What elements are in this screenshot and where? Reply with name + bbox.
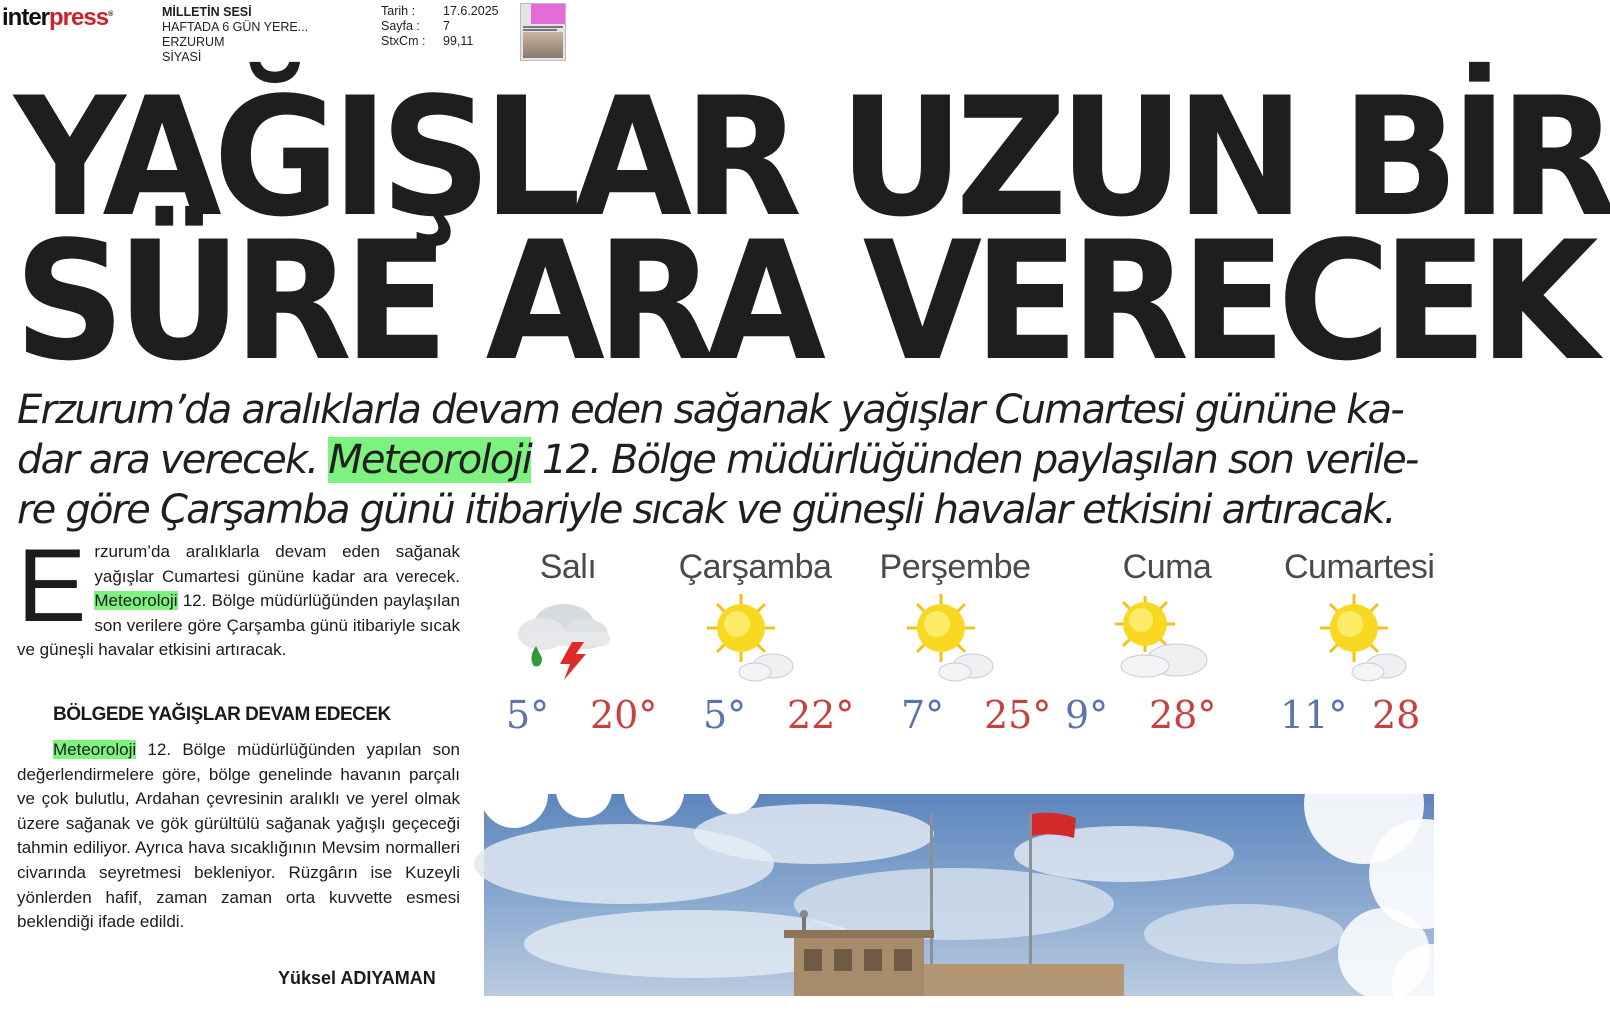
low-temp: 5° — [506, 693, 550, 737]
date-value: 17.6.2025 — [443, 4, 499, 18]
publication-frequency: HAFTADA 6 GÜN YERE... — [162, 20, 309, 34]
stxcm-value: 99,11 — [443, 34, 474, 48]
sun-cloud-icon — [893, 592, 1003, 682]
sun-cloud-icon — [693, 592, 803, 682]
headline-line-2: SÜRE ARA VERECEK — [14, 206, 1591, 397]
thunderstorm-icon — [506, 592, 616, 682]
high-temp: 22° — [787, 693, 855, 737]
publication-name: MİLLETİN SESİ — [162, 5, 252, 19]
low-temp: 5° — [703, 693, 747, 737]
day-name: Salı — [539, 548, 597, 586]
drop-cap: E — [17, 528, 87, 644]
publication-info — [162, 5, 308, 65]
page-thumbnail[interactable] — [520, 3, 566, 61]
article-subhead: BÖLGEDE YAĞIŞLAR DEVAM EDECEK — [53, 704, 391, 725]
building-flag-photo — [484, 794, 1434, 996]
forecast-day — [468, 540, 668, 745]
keyword-highlight: Meteoroloji — [94, 591, 178, 611]
byline: Yüksel ADIYAMAN — [278, 968, 436, 988]
deck-line-1: Erzurum’da aralıklarla devam eden sağanak yağışlar Cumartesi gününe ka- — [17, 387, 1403, 433]
interpress-logo: interpress® — [2, 4, 113, 31]
day-name: Cumartesi — [1284, 548, 1435, 586]
high-temp: 28 — [1372, 693, 1421, 737]
publication-section: SİYASİ — [162, 50, 202, 64]
publication-city: ERZURUM — [162, 35, 225, 49]
weather-forecast — [484, 540, 1434, 745]
keyword-highlight: Meteoroloji — [328, 437, 532, 483]
keyword-highlight: Meteoroloji — [53, 740, 137, 759]
day-name: Çarşamba — [678, 548, 832, 586]
forecast-day — [655, 540, 855, 745]
page-label: Sayfa : — [381, 19, 420, 33]
headline — [14, 62, 1610, 397]
article-paragraph-2: Meteoroloji 12. Bölge müdürlüğünden yapılan son değerlendirmelere göre, bölge genelinde havanın parçalı ve çok bulutlu, Ardahan çevresinin aralıklı ve yerel olmak üzere sağanak ve gök gürültülü sağanak yağışlı geçeceği tahmin ediliyor. Ayrıca hava sıcaklığının Mevsim normalleri civarında seyretmesi bekleniyor. Rüzgârın ise Kuzeyli yönlerden hafif, zaman zaman orta kuvvette esmesi beklendiği ifade edildi. — [17, 740, 460, 932]
sun-cloud-icon — [1105, 592, 1215, 682]
day-name: Cuma — [1122, 548, 1212, 586]
deck-line-3: re göre Çarşamba günü itibariyle sıcak ve güneşli havalar etkisini artıracak. — [17, 487, 1395, 533]
forecast-day — [1067, 540, 1267, 745]
page-value: 7 — [443, 19, 450, 33]
low-temp: 9° — [1065, 693, 1109, 737]
stxcm-label: StxCm : — [381, 34, 426, 48]
deck-line-2: dar ara verecek. Meteoroloji 12. Bölge müdürlüğünden paylaşılan son verile- — [17, 437, 1418, 483]
forecast-day — [1268, 540, 1468, 745]
high-temp: 28° — [1149, 693, 1217, 737]
low-temp: 11° — [1280, 693, 1348, 737]
article-paragraph-1: Erzurum’da aralıklarla devam eden sağanak yağışlar Cumartesi gününe kadar ara verecek. Meteoroloji 12. Bölge müdürlüğünden paylaşılan son verilere göre Çarşamba günü itibariyle sıcak ve güneşli havalar etkisini artıracak. — [17, 528, 460, 660]
forecast-day — [855, 540, 1055, 745]
deck — [17, 385, 1437, 535]
clipping-meta — [381, 4, 499, 49]
sun-cloud-icon — [1306, 592, 1416, 682]
high-temp: 20° — [590, 693, 658, 737]
news-photo — [484, 794, 1434, 996]
day-name: Perşembe — [879, 548, 1031, 586]
headline-line-1: YAĞIŞLAR UZUN BİR — [14, 62, 1610, 253]
date-label: Tarih : — [381, 4, 416, 18]
high-temp: 25° — [984, 693, 1052, 737]
clipping-header — [0, 0, 1449, 64]
low-temp: 7° — [901, 693, 945, 737]
